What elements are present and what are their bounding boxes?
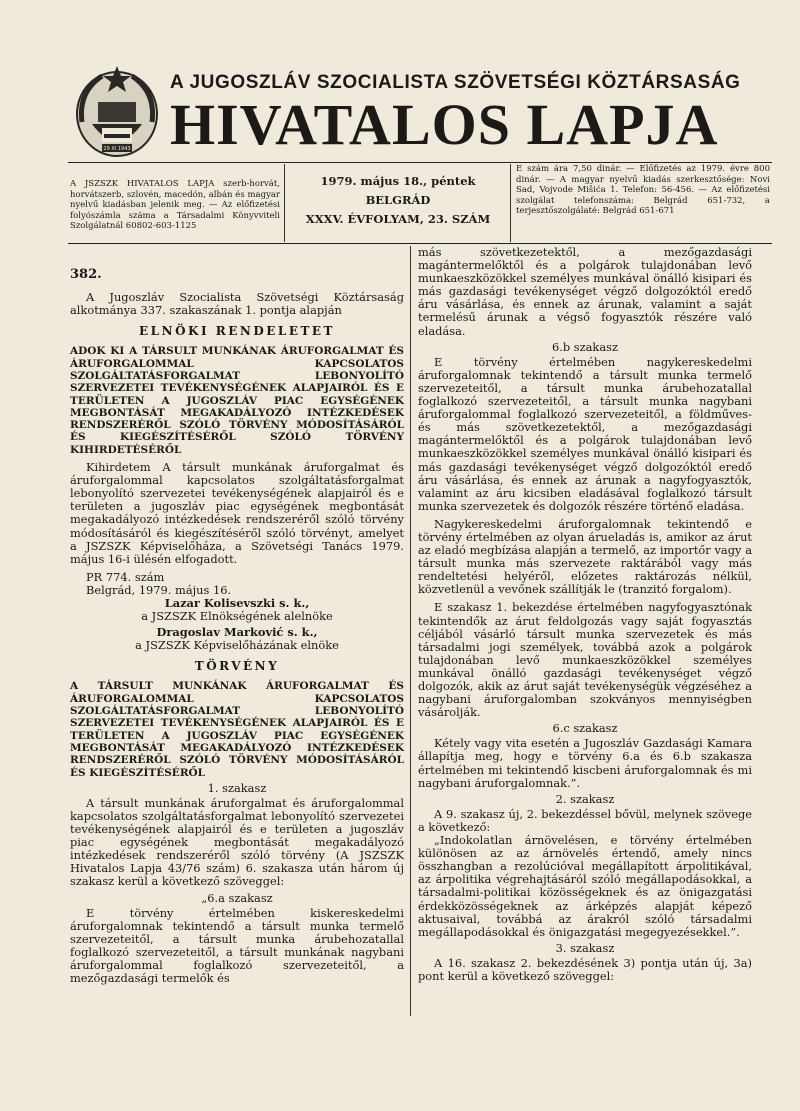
section-2-heading: 2. szakasz	[555, 791, 615, 806]
paragraph-large-consumers: E szakasz 1. bekezdése értelmében nagyfogyasztónak tekintendők az árut feldolgozás vagy saját fogyasztás céljából vásárló társult munka szervezetek és más társadalmi jogi személyek, továbbá azok a polgárok tulajdonában levő munkaeszközökkel személyes munkával önálló gazdasági tevékenységet végző dolgozók, akik az árut saját tevékenységük végzéséhez a nagybani áruforgalomban szokványos mennyiségben vásárolják.	[418, 600, 752, 720]
masthead-rule-top	[68, 162, 772, 163]
state-emblem-icon	[72, 62, 162, 160]
divider-left	[284, 164, 285, 242]
masthead-subtitle: A JUGOSZLÁV SZOCIALISTA SZÖVETSÉGI KÖZTÁRSASÁG	[170, 72, 741, 93]
section-3-text: A 16. szakasz 2. bekezdésének 3) pontja után új, 3a) pont kerül a következő szöveggel:	[418, 955, 752, 983]
section-3-heading: 3. szakasz	[555, 940, 615, 955]
signatory-2-role: a JSZSZK Képviselőházának elnöke	[135, 638, 339, 653]
masthead-left-info: A JSZSZK HIVATALOS LAPJA szerb-horvát, horvátszerb, szlovén, macedón, albán és magyar nyelvű kiadásban jelenik meg. — Az előfizetési folyószámla száma a Társadalmi Könyvviteli Szolgálatnál 60802-603-1125	[70, 179, 280, 231]
section-1-text: A társult munkának áruforgalmat és áruforgalommal kapcsolatos szolgáltatásforgalmat lebonyolító szervezetei tevékenységének alapjairól és e területen a jugoszláv piac egységének megbontását megakadályozó intézkedések rendszeréről szóló törvény (A JSZSZK Hivatalos Lapja 43/76 szám) 6. szakasza után három új szakasz kerül a következő szöveggel:	[70, 795, 404, 889]
divider-right	[510, 164, 511, 242]
section-6b-text: E törvény értelmében nagykereskedelmi áruforgalomnak tekintendő a társult munka termelő szervezeteitől, a társult munka árubehozatallal foglalkozó szervezeteitől, a társult munka nagybani áruforgalommal foglalkozó szervezeteitől, a földműves- és más szövetkezetektől, a mezőgazdasági magántermelőktől és a polgárok tulajdonában levő munkaeszközökkel személyes munkával önálló kisipari és más gazdasági tevékenységet végző dolgozóktól eredő áru vásárlása, és ennek az árunak a nagyfogyasztók, valamint az áru kicsiben eladásával foglalkozó társult munka szervezetek és dolgozók részére történő eladása.	[418, 354, 752, 513]
left-column	[70, 268, 404, 985]
decree-heading: ELNÖKI RENDELETET	[139, 324, 335, 339]
issue-city: BELGRÁD	[365, 193, 431, 207]
column-divider	[410, 246, 411, 1016]
law-heading: TÖRVÉNY	[194, 659, 280, 674]
svg-text:29 XI 1943: 29 XI 1943	[103, 146, 131, 152]
section-6b-heading: 6.b szakasz	[552, 339, 618, 354]
intro-paragraph: A Jugoszláv Szocialista Szövetségi Köztársaság alkotmánya 337. szakaszának 1. pontja alapján	[70, 290, 404, 318]
reference-number: PR 774. szám	[86, 569, 165, 584]
continued-paragraph: más szövetkezetektől, a mezőgazdasági magántermelőktől és a polgárok tulajdonában levő munkaeszközökkel személyes munkával önálló kisipari és más gazdasági tevékenységet végző dolgozóktól eredő áru vásárlása, és ennek az árunak, valamint a saját termelésű árunak a végső fogyasztók részére való eladása.	[418, 245, 752, 338]
decree-body: Kihirdetem A társult munkának áruforgalmat és áruforgalommal kapcsolatos szolgáltatásforgalmat lebonyolító szervezetei tevékenységének alapjairól és e területen a jugoszláv piac egységének megbontását megakadályozó intézkedések rendszeréről szóló törvény módosításáról és kiegészítéséről szóló törvényt, amelyet a JSZSZK Képviselőháza, a Szövetségi Tanács 1979. május 16-i ülésén elfogadott.	[70, 460, 404, 566]
law-title: A TÁRSULT MUNKÁNAK ÁRUFORGALMAT ÉS ÁRUFORGALOMMAL KAPCSOLATOS SZOLGÁLTATÁSFORGALMAT LEBONYOLÍTÓ SZERVEZETEI TEVÉKENYSÉGÉNEK ALAPJAIRÓL ÉS E TERÜLETEN A JUGOSZLÁV PIAC EGYSÉGÉNEK MEGBONTÁSÁT MEGAKADÁLYOZÓ INTÉZKEDÉSEK RENDSZERÉRŐL SZÓLÓ TÖRVÉNY MÓDOSÍTÁSÁRÓL ÉS KIEGÉSZÍTÉSÉRŐL	[70, 680, 404, 779]
section-6c-text: Kétely vagy vita esetén a Jugoszláv Gazdasági Kamara állapítja meg, hogy e törvény 6.a és 6.b szakasza értelmében mi tekintendő kiscbeni áruforgalomnak és mi nagybani áruforgalomnak.”.	[418, 736, 752, 790]
section-6c-heading: 6.c szakasz	[552, 721, 618, 736]
issue-volume: XXXV. ÉVFOLYAM, 23. SZÁM	[305, 212, 491, 226]
section-6a-text: E törvény értelmében kiskereskedelmi áruforgalomnak tekintendő a társult munka termelő szervezeteitől, a társult munka árubehozatallal foglalkozó szervezeteitől, a társult munkának nagybani áruforgalommal foglalkozó szervezeteitől, a mezőgazdasági termelők és	[70, 905, 404, 986]
act-number: 382.	[70, 267, 102, 282]
signatory-2-name: Dragoslav Marković s. k.,	[156, 625, 318, 640]
section-6a-heading: „6.a szakasz	[201, 890, 273, 905]
masthead-issue-info	[292, 172, 504, 229]
section-2-quote: „Indokolatlan árnövelésen, e törvény értelmében különösen az az árnövelés értendő, amely nincs összhangban a rezolúcióval megállapított árpolitikával, az árpolitika végrehajtásáról szóló megállapodásokkal, a társadalmi-politikai közösségeknek és az önigazgatási érdekközösségeknek az árképzés alapját képező aktusaival, továbbá az árakról szóló társadalmi megállapodásokkal és önigazgatási megegyezésekkel.”.	[418, 833, 752, 939]
right-column	[418, 246, 752, 983]
signatory-1-name: Lazar Kolisevszki s. k.,	[164, 595, 310, 610]
masthead-title: HIVATALOS LAPJA	[170, 92, 719, 157]
section-1-heading: 1. szakasz	[207, 780, 267, 795]
place-date: Belgrád, 1979. május 16.	[86, 582, 232, 597]
signatory-1-role: a JSZSZK Elnökségének alelnöke	[141, 609, 333, 624]
signature-2	[70, 626, 404, 652]
signature-1	[70, 597, 404, 623]
masthead-right-info: E szám ára 7,50 dinár. — Előfizetés az 1979. évre 800 dinár. — A magyar nyelvű kiadás szerkesztősége: Novi Sad, Vojvode Mišića 1. Telefon: 56-456. — Az előfizetési szolgálat telefonszáma: Belgrád 651-732, a terjesztőszolgálaté: Belgrád 651-671	[516, 164, 770, 216]
paragraph-transit: Nagykereskedelmi áruforgalomnak tekintendő e törvény értelmében az olyan árueladás is, amikor az árut az eladó megbízása alapján a termelő, az importőr vagy a társult munka más szervezete raktárából vagy más rendeltetési helyéről, előzetes raktározás nélkül, közvetlenül a vevőnek szállítják le (tranzitó forgalom).	[418, 516, 752, 597]
decree-title: ADOK KI A TÁRSULT MUNKÁNAK ÁRUFORGALMAT ÉS ÁRUFORGALOMMAL KAPCSOLATOS SZOLGÁLTATÁSFORGALMAT LEBONYOLÍTÓ SZERVEZETEI TEVÉKENYSÉGÉNEK ALAPJAIRÓL ÉS E TERÜLETEN A JUGOSZLÁV PIAC EGYSÉGÉNEK MEGBONTÁSÁT MEGAKADÁLYOZÓ INTÉZKEDÉSEK RENDSZERÉRŐL SZÓLÓ TÖRVÉNY MÓDOSÍTÁSÁRÓL ÉS KIEGÉSZÍTÉSÉRŐL SZÓLÓ TÖRVÉNY KIHIRDETÉSÉRŐL	[70, 345, 404, 456]
section-2-text: A 9. szakasz új, 2. bekezdéssel bővül, melynek szövege a következő:	[418, 806, 752, 834]
masthead-rule-bottom	[68, 243, 772, 244]
issue-date: 1979. május 18., péntek	[320, 174, 476, 188]
